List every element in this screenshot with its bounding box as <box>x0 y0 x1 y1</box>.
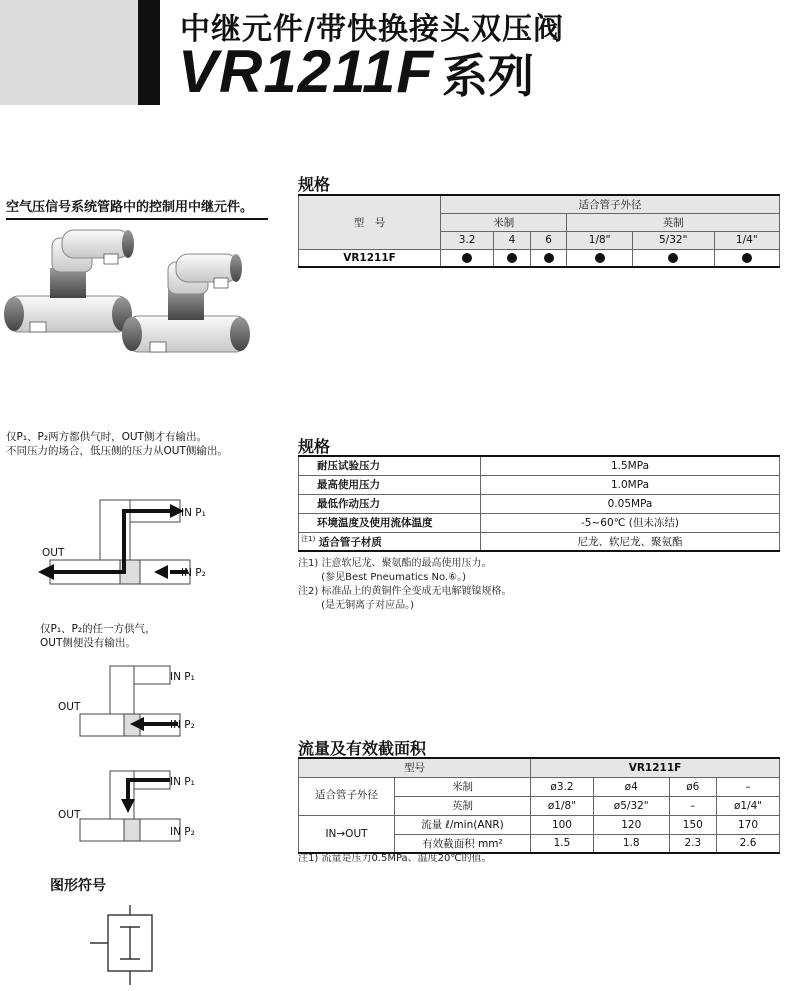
inch-value: ø5/32" <box>593 796 669 815</box>
spec1-title: 规格 <box>298 175 331 194</box>
inch-value: ø1/8" <box>531 796 594 815</box>
available-cell <box>530 249 567 267</box>
spec2-title: 规格 <box>298 437 331 456</box>
label-in-p2: IN P₂ <box>170 719 195 731</box>
spec-label <box>299 532 481 551</box>
available-cell <box>441 249 494 267</box>
note-line: (是无铜离子对应品。) <box>298 600 414 611</box>
table-row <box>299 777 780 796</box>
spec-value: 0.05MPa <box>481 494 780 513</box>
label-out: OUT <box>58 809 81 821</box>
metric-value: ø4 <box>593 777 669 796</box>
flow-table <box>298 757 780 854</box>
label-out: OUT <box>58 701 81 713</box>
inch-value: – <box>669 796 717 815</box>
available-cell <box>632 249 714 267</box>
available-dot-icon <box>668 253 678 263</box>
operation-text-and <box>6 430 228 458</box>
available-cell <box>567 249 632 267</box>
size-cell: 1/4" <box>714 231 779 249</box>
flow-value: 150 <box>669 815 717 834</box>
operation-line: 仅P₁、P₂的任一方供气， <box>40 623 156 635</box>
direction-label: IN→OUT <box>299 815 395 853</box>
flow-value: 170 <box>717 815 780 834</box>
table-row <box>299 532 780 551</box>
metric-label: 米制 <box>395 777 531 796</box>
size-cell: 5/32" <box>632 231 714 249</box>
size-cell: 4 <box>494 231 531 249</box>
header-model: VR1211F <box>178 38 435 105</box>
flow-model-header: 型号 <box>299 758 531 777</box>
note-line: 注2) 标准品上的黄铜件全变成无电解镀镍规格。 <box>298 586 512 597</box>
spec-table <box>298 455 780 552</box>
header-black-bar <box>138 0 160 105</box>
size-cell: 6 <box>530 231 567 249</box>
graphic-symbol <box>90 905 180 985</box>
metric-header: 米制 <box>441 213 567 231</box>
table-row <box>299 513 780 532</box>
spec-value: 1.5MPa <box>481 456 780 475</box>
product-unit-right <box>122 254 250 352</box>
available-dot-icon <box>742 253 752 263</box>
spec-note-ref: 注1) <box>301 534 316 543</box>
table-row <box>299 494 780 513</box>
flow-rate-label: 流量 ℓ/min(ANR) <box>395 815 531 834</box>
spec-value: 1.0MPa <box>481 475 780 494</box>
label-in-p1: IN P₁ <box>170 671 195 683</box>
product-photo <box>0 218 270 378</box>
available-cell <box>714 249 779 267</box>
table-row <box>299 475 780 494</box>
available-dot-icon <box>544 253 554 263</box>
header-series: 系列 <box>442 49 535 103</box>
metric-value: ø6 <box>669 777 717 796</box>
available-dot-icon <box>507 253 517 263</box>
flow-model: VR1211F <box>531 758 780 777</box>
metric-value: ø3.2 <box>531 777 594 796</box>
header-gray-block <box>0 0 140 105</box>
area-value: 2.3 <box>669 834 717 853</box>
operation-text-or <box>40 622 156 650</box>
area-label: 有效截面积 mm² <box>395 834 531 853</box>
spec-label-text: 适合管子材质 <box>318 536 382 548</box>
inch-value: ø1/4" <box>717 796 780 815</box>
table-row <box>299 456 780 475</box>
model-header: 型 号 <box>299 195 441 249</box>
table-row <box>299 815 780 834</box>
table-row <box>299 758 780 777</box>
operation-line: 仅P₁、P₂两方都供气时，OUT侧才有输出。 <box>6 431 207 443</box>
label-in-p2: IN P₂ <box>181 567 206 579</box>
inch-label: 英制 <box>395 796 531 815</box>
spec-value: 尼龙、软尼龙、聚氨酯 <box>481 532 780 551</box>
note-line: (参见Best Pneumatics No.⑥。) <box>298 572 467 583</box>
spec-value: -5~60℃ (但未冻结) <box>481 513 780 532</box>
row-model: VR1211F <box>299 249 441 267</box>
diagram-p1-only <box>60 765 230 850</box>
metric-value: – <box>717 777 780 796</box>
area-value: 1.8 <box>593 834 669 853</box>
flow-value: 100 <box>531 815 594 834</box>
tube-od-label: 适合管子外径 <box>299 777 395 815</box>
header-subtitle: 中继元件/带快换接头双压阀 <box>180 12 564 47</box>
inch-header: 英制 <box>567 213 780 231</box>
symbol-title: 图形符号 <box>50 878 106 894</box>
diagram-p2-only <box>60 660 230 740</box>
flow-title: 流量及有效截面积 <box>298 739 427 758</box>
available-dot-icon <box>595 253 605 263</box>
product-unit-left <box>4 230 134 332</box>
product-description: 空气压信号系统管路中的控制用中继元件。 <box>6 196 268 220</box>
spec-label: 环境温度及使用流体温度 <box>299 513 481 532</box>
tube-size-table <box>298 194 780 268</box>
spec-notes <box>298 557 511 613</box>
flow-note: 注1) 流量是压力0.5MPa、温度20℃的值。 <box>298 853 492 864</box>
label-out: OUT <box>42 547 65 559</box>
size-cell: 1/8" <box>567 231 632 249</box>
label-in-p1: IN P₁ <box>181 507 206 519</box>
note-line: 注1) 注意软尼龙、聚氨酯的最高使用压力。 <box>298 558 492 569</box>
header-title <box>178 38 535 105</box>
available-dot-icon <box>462 253 472 263</box>
operation-line: OUT侧便没有输出。 <box>40 637 136 650</box>
tube-od-header: 适合管子外径 <box>441 195 780 213</box>
spec-label: 耐压试验压力 <box>299 456 481 475</box>
label-in-p1: IN P₁ <box>170 776 195 788</box>
area-value: 2.6 <box>717 834 780 853</box>
size-cell: 3.2 <box>441 231 494 249</box>
label-in-p2: IN P₂ <box>170 826 195 838</box>
spec-label: 最高使用压力 <box>299 475 481 494</box>
flow-value: 120 <box>593 815 669 834</box>
diagram-both-inputs <box>20 490 250 600</box>
spec-label: 最低作动压力 <box>299 494 481 513</box>
area-value: 1.5 <box>531 834 594 853</box>
available-cell <box>494 249 531 267</box>
operation-line: 不同压力的场合，低压侧的压力从OUT侧输出。 <box>6 445 228 458</box>
